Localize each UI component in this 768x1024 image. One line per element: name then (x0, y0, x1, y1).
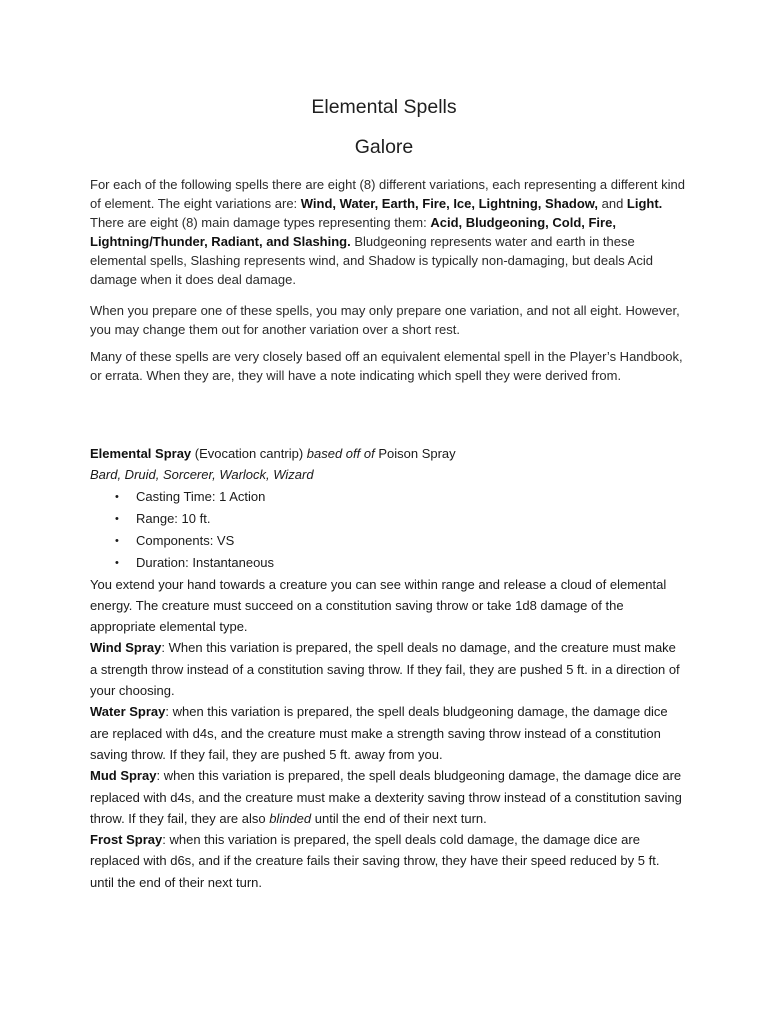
intro-paragraph-variations (90, 175, 690, 289)
stat-casting-time: Casting Time: 1 Action (136, 488, 266, 504)
bullet-icon: • (115, 534, 119, 547)
variation-text: : when this variation is prepared, the spell deals bludgeoning damage, the damage dice are replaced with d4s, and the creature must make a dexterity saving throw instead of a constitution saving throw. If they fail, they are also (90, 768, 682, 826)
intro-text: For each of the following spells there are eight (8) different variations, each representing a different kind of element. The eight variations are: (90, 177, 685, 211)
spell-header (90, 443, 685, 464)
variation-water (90, 701, 685, 765)
variation-wind (90, 637, 685, 701)
stat-duration: Duration: Instantaneous (136, 554, 275, 570)
document-title: Elemental Spells (311, 96, 457, 118)
spell-name: Elemental Spray (90, 446, 192, 461)
variation-label: Water Spray (90, 704, 166, 720)
variation-text: : When this variation is prepared, the spell deals no damage, and the creature must make a strength throw instead of a constitution saving throw. If they fail, they are pushed 5 ft. in a direction of your choosing. (90, 640, 680, 699)
list-item (90, 530, 685, 552)
list-item (90, 508, 685, 530)
intro-text: When you prepare one of these spells, you may only prepare one variation, and not all eight. However, you may change them out for another variation over a short rest. (90, 303, 680, 337)
variation-mud (90, 765, 685, 829)
intro-paragraph-preparation (90, 301, 690, 339)
spell-based-on: Poison Spray (374, 446, 456, 461)
spell-classes: Bard, Druid, Sorcerer, Warlock, Wizard (90, 467, 314, 483)
condition-term: blinded (269, 810, 312, 826)
document-subtitle: Galore (354, 136, 414, 158)
variation-label: Wind Spray (90, 640, 162, 656)
stat-range: Range: 10 ft. (136, 510, 211, 526)
variation-list-last: Light. (626, 196, 663, 211)
bullet-icon: • (115, 556, 119, 569)
variation-label: Frost Spray (90, 832, 163, 848)
intro-text: Many of these spells are very closely based off an equivalent elemental spell in the Player’s Handbook, or errata. When they are, they will have a note indicating which spell they were derived from. (90, 349, 683, 383)
variation-text: until the end of their next turn. (311, 810, 487, 826)
variation-frost (90, 829, 685, 893)
spell-description: You extend your hand towards a creature you can see within range and release a cloud of elemental energy. The creature must succeed on a constitution saving throw or take 1d8 damage of the appropriate elemental type. (90, 576, 667, 635)
variation-text: : when this variation is prepared, the spell deals cold damage, the damage dice are replaced with d6s, and if the creature fails their saving throw, they have their speed reduced by 5 ft. until the end of their next turn. (90, 832, 660, 890)
variation-text: : when this variation is prepared, the spell deals bludgeoning damage, the damage dice are replaced with d4s, and the creature must make a strength saving throw instead of a constitution saving throw. If they fail, they are pushed 5 ft. away from you. (90, 704, 668, 762)
variation-label: Mud Spray (90, 768, 157, 784)
spell-based-label: based off of (306, 446, 375, 461)
list-item (90, 552, 685, 574)
stat-components: Components: VS (136, 532, 235, 548)
spell-school: (Evocation cantrip) (191, 446, 307, 461)
intro-text: and (598, 196, 627, 211)
spell-entry (90, 443, 685, 893)
spell-stats-list (90, 486, 685, 574)
damage-type-list: Acid, Bludgeoning, Cold, Fire, Lightning/Thunder, Radiant, and Slashing. (90, 215, 616, 249)
intro-text: There are eight (8) main damage types representing them: (90, 215, 431, 230)
list-item (90, 486, 685, 508)
variation-list: Wind, Water, Earth, Fire, Ice, Lightning, Shadow, (300, 196, 598, 211)
bullet-icon: • (115, 490, 119, 503)
bullet-icon: • (115, 512, 119, 525)
intro-text: Bludgeoning represents water and earth in these elemental spells, Slashing represents wind, and Shadow is typically non-damaging, but deals Acid damage when it does deal damage. (90, 234, 653, 287)
intro-paragraph-sources (90, 347, 690, 385)
